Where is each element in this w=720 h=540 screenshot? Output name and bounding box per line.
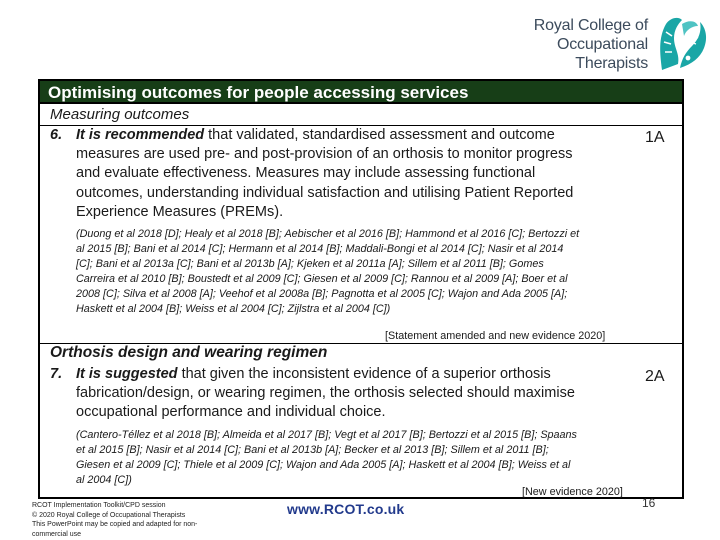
section-heading-measuring-outcomes: Measuring outcomes	[50, 106, 190, 123]
recommendation-line: Experience Measures (PREMs).	[76, 203, 284, 220]
website-link[interactable]: www.RCOT.co.uk	[287, 501, 405, 517]
reference-line: Haskett et al 2004 [B]; Weiss et al 2004 [C]; Zijlstra et al 2004 [C])	[76, 302, 391, 315]
recommendation-line: It is recommended that validated, standardised assessment and outcome	[76, 127, 555, 143]
recommendation-strength: It is recommended	[76, 127, 205, 143]
status-note: [Statement amended and new evidence 2020]	[385, 330, 606, 342]
reference-line: [C]; Bani et al 2013a [C]; Bani et al 2013b [A]; Kjeken et al 2011a [A]; Sillem et al 2011 [B]; Gomes	[76, 257, 544, 270]
recommendation-line: fabrication/design, or wearing regimen, the orthosis selected should maximise	[76, 385, 575, 402]
logo-line: Royal College of	[533, 17, 648, 34]
recommendation-number: 6.	[50, 127, 63, 143]
recommendation-6-text	[76, 126, 573, 222]
logo-line: Occupational	[557, 36, 648, 53]
reference-line: (Cantero-Téllez et al 2018 [B]; Almeida et al 2017 [B]; Vegt et al 2017 [B]; Bertozzi et al 2015 [B]; Spaans	[76, 429, 577, 441]
table-title: Optimising outcomes for people accessing services	[48, 83, 469, 102]
evidence-grade: 1A	[645, 129, 665, 146]
rcot-emblem-icon	[652, 14, 710, 74]
footer-copyright	[32, 501, 197, 539]
recommendation-line: measures are used pre- and post-provision of an orthosis to monitor progress	[76, 146, 573, 163]
recommendation-line: It is suggested that given the inconsistent evidence of a superior orthosis	[76, 366, 551, 382]
footer-line: This PowerPoint may be copied and adapted for non-	[32, 521, 198, 529]
reference-line: et al 2015 [B]; Nasir et al 2014 [C]; Bani et al 2013b [A]; Becker et al 2013 [B]; Sillem et al 2011 [B];	[76, 443, 549, 456]
recommendation-strength: It is suggested	[76, 366, 178, 382]
reference-line: 2008 [C]; Silva et al 2008 [A]; Veehof et al 2008a [B]; Pagnotta et al 2005 [C]; Wajon and Ada 2005 [A];	[76, 287, 568, 300]
page-number: 16	[642, 496, 656, 510]
table-title-bar	[40, 81, 682, 104]
reference-line: al 2015 [B]; Bani et al 2014 [C]; Hermann et al 2014 [B]; Maddali-Bongi et al 2014 [C]; Nasir et al 2014	[76, 242, 564, 255]
footer-line: © 2020 Royal College of Occupational Therapists	[32, 511, 186, 519]
rcot-logo	[532, 14, 712, 76]
recommendation-number: 7.	[50, 366, 63, 382]
evidence-grade: 2A	[645, 368, 665, 385]
footer-line: RCOT Implementation Toolkit/CPD session	[32, 502, 166, 509]
references-block	[76, 428, 577, 488]
recommendations-table	[38, 79, 684, 499]
reference-line: (Duong et al 2018 [D]; Healy et al 2018 [B]; Aebischer et al 2016 [B]; Hammond et al 2016 [C]; Bertozzi et	[76, 228, 580, 240]
recommendation-line: occupational performance and individual choice.	[76, 404, 386, 421]
reference-line: Carreira et al 2010 [B]; Boustedt et al 2009 [C]; Giesen et al 2009 [C]; Rannou et al 2009 [A]; Boer et al	[76, 272, 568, 285]
footer-line: commercial use	[32, 530, 82, 538]
references-block	[76, 227, 579, 316]
logo-line: Therapists	[575, 55, 648, 72]
recommendation-line: and evaluate effectiveness. Measures may include assessing functional	[76, 165, 536, 182]
section-heading-orthosis-design: Orthosis design and wearing regimen	[50, 344, 328, 361]
reference-line: al 2004 [C])	[76, 473, 132, 486]
logo-wordmark	[532, 16, 648, 73]
reference-line: Giesen et al 2009 [C]; Thiele et al 2009 [C]; Wajon and Ada 2005 [A]; Haskett et al 2004 [B]; Weiss et al	[76, 458, 571, 471]
recommendation-line: outcomes, understanding individual satisfaction and utilising Patient Reported	[76, 184, 574, 201]
status-note: [New evidence 2020]	[522, 486, 623, 498]
recommendation-7-text	[76, 365, 575, 423]
